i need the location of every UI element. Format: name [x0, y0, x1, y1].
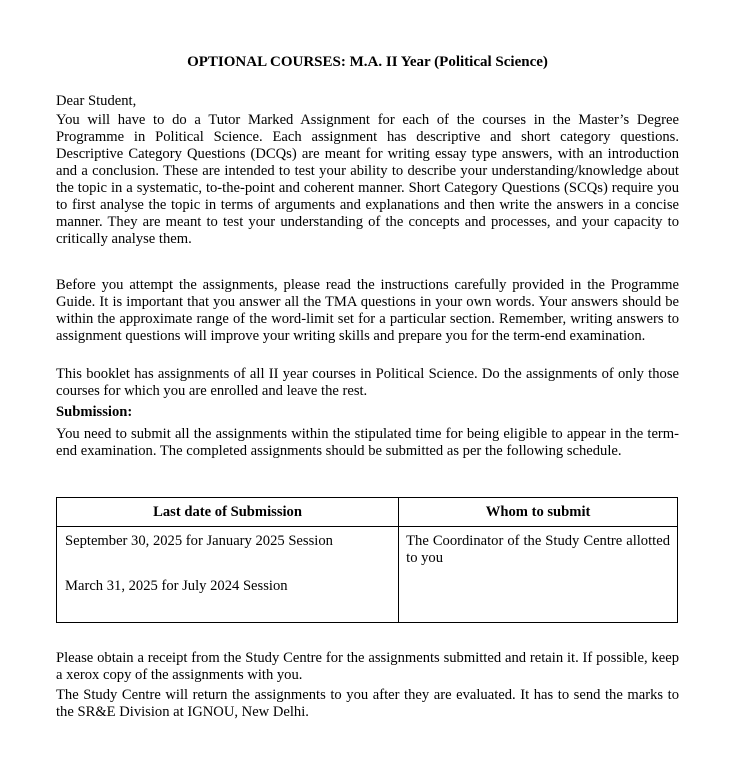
table-row [57, 527, 678, 623]
whom-cell: The Coordinator of the Study Centre allotted to you [399, 527, 678, 623]
date-january-session: September 30, 2025 for January 2025 Session [65, 533, 333, 549]
header-whom-to-submit: Whom to submit [399, 498, 678, 527]
intro-paragraph: You will have to do a Tutor Marked Assignment for each of the courses in the Master’s Degree Programme in Political Science. Each assignment has descriptive and short category questions. Descriptive Category Questions (DCQs) are meant for writing essay type answers, with an introduction and a conclusion. These are intended to test your ability to describe your understanding/knowledge about the topic in a systematic, to-the-point and coherent manner. Short Category Questions (SCQs) require you to first analyse the topic in terms of arguments and explanations and then write the answers in a concise manner. They are meant to test your understanding of the concepts and processes, and your capacity to critically analyse them. [56, 112, 679, 247]
booklet-paragraph: This booklet has assignments of all II year courses in Political Science. Do the assignments of only those courses for which you are enrolled and leave the rest. [56, 366, 679, 399]
submission-schedule-table [56, 497, 678, 623]
salutation: Dear Student, [56, 93, 137, 109]
header-last-date: Last date of Submission [57, 498, 399, 527]
receipt-paragraph: Please obtain a receipt from the Study Centre for the assignments submitted and retain it. If possible, keep a xerox copy of the assignments with you. [56, 650, 679, 683]
table-header-row [57, 498, 678, 527]
page-title: OPTIONAL COURSES: M.A. II Year (Political Science) [187, 54, 548, 70]
date-july-session: March 31, 2025 for July 2024 Session [65, 578, 288, 594]
dates-cell [57, 527, 399, 623]
instructions-paragraph: Before you attempt the assignments, please read the instructions carefully provided in the Programme Guide. It is important that you answer all the TMA questions in your own words. Your answers should be within the approximate range of the word-limit set for a particular section. Remember, writing answers to assignment questions will improve your writing skills and prepare you for the term-end examination. [56, 277, 679, 344]
cell-spacer [65, 550, 390, 578]
return-paragraph: The Study Centre will return the assignments to you after they are evaluated. It has to send the marks to the SR&E Division at IGNOU, New Delhi. [56, 687, 679, 720]
submission-heading: Submission: [56, 404, 133, 420]
submission-paragraph: You need to submit all the assignments within the stipulated time for being eligible to appear in the term-end examination. The completed assignments should be submitted as per the following schedule. [56, 426, 679, 459]
